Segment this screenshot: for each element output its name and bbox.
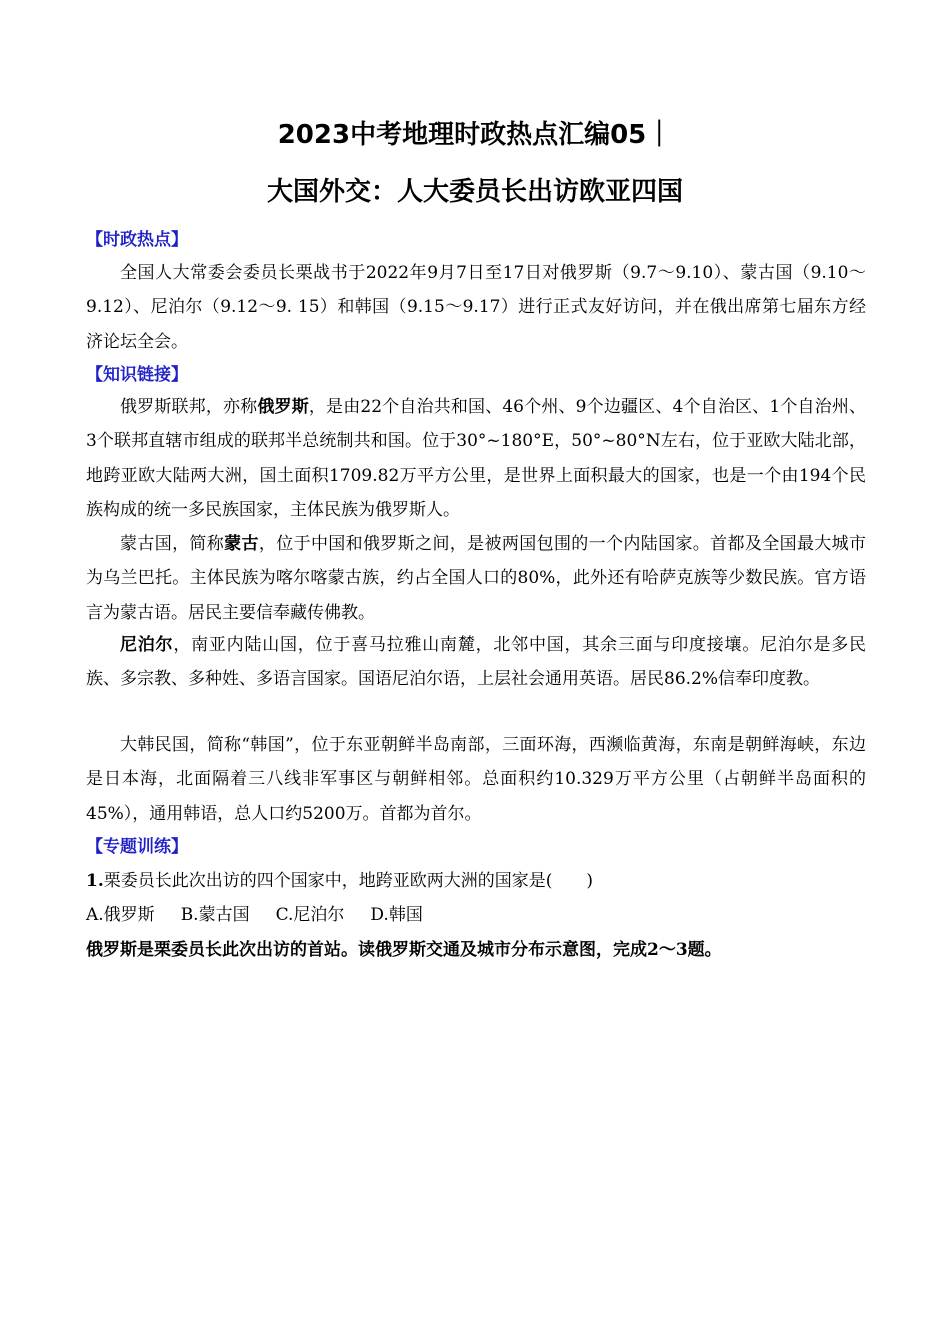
korea-paragraph: 大韩民国，简称“韩国”，位于东亚朝鲜半岛南部，三面环海，西濒临黄海，东南是朝鲜海峡，东边是日本海，北面隔着三八线非军事区与朝鲜相邻。总面积约10.329万平方公里（占朝鲜半岛面积的45%），通用韩语，总人口约5200万。首都为首尔。 <box>86 735 866 824</box>
mongolia-paragraph <box>86 527 866 630</box>
question-2-3-intro: 俄罗斯是栗委员长此次出访的首站。读俄罗斯交通及城市分布示意图，完成2～3题。 <box>86 940 722 960</box>
russia-text-post: ，是由22个自治共和国、46个州、9个边疆区、4个自治区、1个自治州、3个联邦直辖市组成的联邦半总统制共和国。位于30°~180°E，50°~80°N左右，位于亚欧大陆北部，地跨亚欧大陆两大洲，国土面积1709.82万平方公里，是世界上面积最大的国家，也是一个由194个民族构成的统一多民族国家，主体民族为俄罗斯人。 <box>86 397 867 520</box>
page-title: 2023中考地理时政热点汇编05｜ <box>277 120 673 150</box>
mongolia-text-post: ，位于中国和俄罗斯之间，是被两国包围的一个内陆国家。首都及全国最大城市为乌兰巴托。主体民族为喀尔喀蒙古族，约占全国人口的80%，此外还有哈萨克族等少数民族。官方语言为蒙古语。居民主要信奉藏传佛教。 <box>86 534 867 623</box>
option-b: B.蒙古国 <box>180 905 250 925</box>
mongolia-keyword: 蒙古 <box>224 534 259 554</box>
question-1-text: 栗委员长此次出访的四个国家中，地跨亚欧两大洲的国家是( ) <box>103 871 594 891</box>
russia-text-pre: 俄罗斯联邦，亦称 <box>120 397 258 417</box>
section-practice: 【专题训练】 <box>86 837 188 857</box>
hot-topic-paragraph: 全国人大常委会委员长栗战书于2022年9月7日至17日对俄罗斯（9.7～9.10）、蒙古国（9.10～9.12）、尼泊尔（9.12～9. 15）和韩国（9.15～9.17）进行正式友好访问，并在俄出席第七届东方经济论坛全会。 <box>86 263 866 352</box>
option-a: A.俄罗斯 <box>86 905 155 925</box>
mongolia-text-pre: 蒙古国，简称 <box>120 534 225 554</box>
russia-keyword: 俄罗斯 <box>257 397 309 417</box>
nepal-text-post: ，南亚内陆山国，位于喜马拉雅山南麓，北邻中国，其余三面与印度接壤。尼泊尔是多民族、多宗教、多种姓、多语言国家。国语尼泊尔语，上层社会通用英语。居民86.2%信奉印度教。 <box>86 635 867 690</box>
option-c: C.尼泊尔 <box>275 905 345 925</box>
page-subtitle: 大国外交：人大委员长出访欧亚四国 <box>266 177 683 207</box>
option-d: D.韩国 <box>370 905 423 925</box>
nepal-paragraph <box>86 628 866 697</box>
question-1 <box>86 869 866 893</box>
section-knowledge-link: 【知识链接】 <box>86 365 188 385</box>
nepal-keyword: 尼泊尔 <box>120 635 174 655</box>
russia-paragraph <box>86 390 866 527</box>
question-1-number: 1. <box>86 871 104 891</box>
question-1-options <box>86 903 866 927</box>
section-hot-topic: 【时政热点】 <box>86 230 188 250</box>
